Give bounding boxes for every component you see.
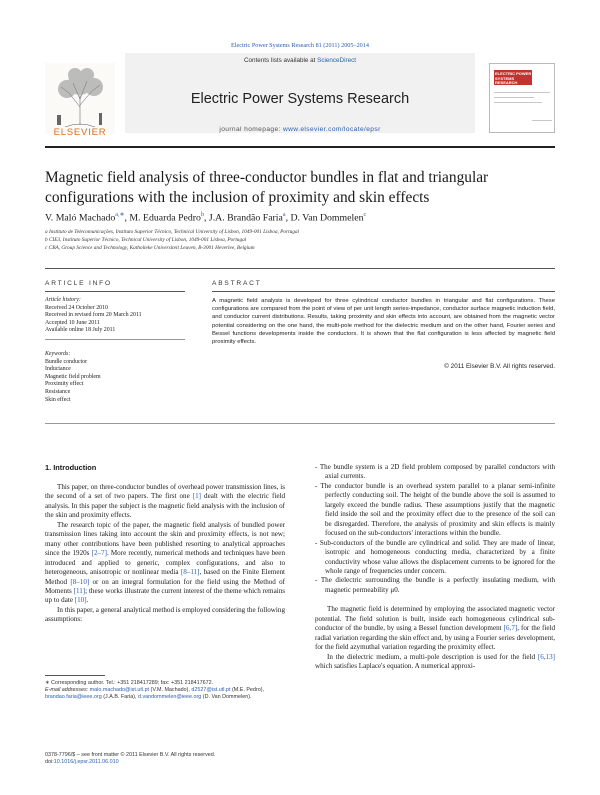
keyword: Bundle conductor bbox=[45, 358, 88, 365]
keyword: Skin effect bbox=[45, 396, 71, 403]
affiliation-list bbox=[45, 229, 555, 252]
article-identifiers bbox=[45, 752, 305, 767]
right-column-body bbox=[315, 463, 555, 672]
cover-rule bbox=[494, 102, 542, 103]
journal-masthead bbox=[125, 53, 475, 133]
journal-citation[interactable]: Electric Power Systems Research 81 (2011) 2005–2014 bbox=[231, 42, 369, 49]
journal-header bbox=[45, 53, 555, 140]
email-link[interactable]: malo.machado@ist.utl.pt bbox=[88, 687, 150, 694]
keyword: Inductance bbox=[45, 366, 71, 373]
keyword: Magnetic field problem bbox=[45, 373, 101, 380]
keyword: Resistance bbox=[45, 388, 71, 395]
citation-link[interactable]: [11] bbox=[73, 586, 86, 595]
footnotes bbox=[45, 680, 280, 701]
abstract-rule bbox=[212, 291, 555, 292]
affiliation: b CIE3, Instituto Superior Técnico, Technical University of Lisbon, 1049-001 Lisboa, Portugal bbox=[45, 236, 247, 243]
footnote-rule bbox=[45, 675, 105, 676]
citation-link[interactable]: [8–10] bbox=[70, 577, 90, 586]
journal-cover-thumbnail bbox=[489, 63, 555, 133]
affiliation: a Instituto de Telecomunicações, Instituto Superior Técnico, Technical University of Lisbon, 1049-001 Lisboa, Portugal bbox=[45, 229, 299, 235]
author-affiliation-mark[interactable]: a bbox=[282, 212, 286, 218]
affiliation: c CBA, Group Science and Technology, Katholieke Universiteit Leuven, B-3001 Heverlee, Belgium bbox=[45, 244, 255, 251]
front-matter-divider bbox=[45, 268, 555, 269]
paragraph: In this paper, a general analytical method is employed considering the following assumptions: bbox=[45, 605, 285, 624]
article-info-heading: ARTICLE INFO bbox=[45, 280, 112, 287]
corresponding-author-note: ∗ Corresponding author. Tel.: +351 218417289; fax: +351 218417672. bbox=[45, 680, 214, 686]
history-entry: Accepted 10 June 2011 bbox=[45, 319, 100, 326]
article-info-rule bbox=[45, 291, 185, 292]
cover-rule bbox=[532, 120, 552, 121]
email-addresses: E-mail addresses: malo.machado@ist.utl.pt (V.M. Machado), d2527@ist.utl.pt (M.E. Pedro), brandao.faria@ieee.org (J.A.B. Faria), d.vandommelen@ieee.org (D. Van Dommelen). bbox=[45, 687, 265, 701]
citation-link[interactable]: [1] bbox=[192, 492, 202, 501]
contents-available-line: Contents lists available at ScienceDirect bbox=[243, 57, 356, 64]
article-info-rule bbox=[45, 339, 185, 340]
citation-link[interactable]: [6,13] bbox=[537, 652, 555, 661]
paragraph: This paper, on three-conductor bundles of overhead power transmission lines, is the second of a set of two papers. The first one [1] dealt with the electric field analysis. In this paper the subject is the magnetic field analysis with the inclusion of the skin and proximity effects. bbox=[45, 483, 285, 520]
citation-link[interactable]: [6,7] bbox=[503, 624, 518, 633]
abstract-copyright: © 2011 Elsevier B.V. All rights reserved. bbox=[444, 363, 555, 370]
author-affiliation-mark[interactable]: b bbox=[200, 212, 204, 218]
journal-homepage-line: journal homepage: www.elsevier.com/locate/epsr bbox=[219, 126, 381, 133]
citation-link[interactable]: [8–11] bbox=[180, 568, 200, 577]
paragraph: The research topic of the paper, the magnetic field analysis of bundled power transmission lines taking into account the skin and proximity effects, is not new; many other contributions have been published resorting to analytical approaches since the 1920s [2–7]. More recently, numerical methods and techniques have been introduced and applied to generic, complex configurations, and also to heterogeneous, anisotropic or nonlinear media [8–11], based on the Finite Element Method [8–10] or on an integral formulation for the field using the Method of Moments [11]; these works illustrate the current interest of the theme which remains up to date [10]. bbox=[45, 520, 286, 605]
journal-title: Electric Power Systems Research bbox=[190, 91, 410, 107]
elsevier-logo-text: ELSEVIER bbox=[53, 127, 107, 138]
author-name[interactable]: M. Eduarda Pedro bbox=[129, 212, 201, 224]
cover-rule bbox=[494, 97, 534, 98]
keywords-label: Keywords: bbox=[45, 351, 71, 357]
author-affiliation-mark[interactable]: c bbox=[363, 212, 367, 218]
abstract-heading: ABSTRACT bbox=[212, 280, 262, 287]
doi-line: doi:10.1016/j.epsr.2011.06.010 bbox=[45, 759, 119, 766]
email-link[interactable]: d2527@ist.utl.pt bbox=[191, 687, 231, 694]
assumption-item: - The conductor bundle is an overhead system parallel to a planar semi-infinite perfectly conducting soil. The height of the bundle above the soil is assumed to largely exceed the bundle radius. These assumptions justify that the magnetic field inside the soil and the proximity effect due to the presence of the soil can be disregarded. Therefore, the analysis of proximity and skin effects is mainly focused on the sub-conductors' interactions within the bundle. bbox=[315, 481, 555, 538]
citation-link[interactable]: [10] bbox=[74, 596, 87, 605]
doi-link[interactable]: 10.1016/j.epsr.2011.06.010 bbox=[53, 759, 119, 766]
article-history-label: Article history: bbox=[45, 297, 81, 303]
keyword: Proximity effect bbox=[45, 381, 84, 388]
keyword-list bbox=[45, 351, 175, 404]
left-column-body bbox=[45, 483, 285, 625]
history-entry: Available online 18 July 2011 bbox=[45, 327, 116, 334]
assumption-item: - The bundle system is a 2D field problem composed by parallel conductors with axial currents. bbox=[315, 463, 555, 481]
cover-title: ELECTRIC POWER SYSTEMS RESEARCH bbox=[495, 71, 532, 86]
assumption-item: - Sub-conductors of the bundle are cylindrical and solid. They are made of linear, isotropic and homogeneous conducting media, characterized by a finite conductivity whose value allows the displacement currents to be ignored for the whole range of frequencies under concern. bbox=[315, 538, 555, 575]
abstract-body: A magnetic field analysis is developed for three cylindrical conductor bundles in triangular and flat configurations. These configurations are compared from the point of view of per unit length series-impedance, conductor surface magnetic induction field, and conductor current distributions. Results, taking proximity and skin effects into account, are obtained from the magnetic vector potential considering on the one hand, the multi-pole method for the dielectric medium and on the other hand, Fourier series and Bessel functions developments inside the conductors. It is shown that the flat configuration is less affected by magnetic field proximity effects. bbox=[212, 298, 555, 346]
sciencedirect-link[interactable]: ScienceDirect bbox=[317, 57, 356, 64]
section-heading-introduction: 1. Introduction bbox=[45, 463, 97, 472]
author-affiliation-mark[interactable]: a,∗ bbox=[115, 212, 125, 218]
author-list: V. Maló Machado$^{a,∗}$, M. Eduarda Pedro$^b$, J.A. Brandão Faria$^a$, D. Van Dommelen$^c$ bbox=[45, 212, 367, 224]
history-entry: Received in revised form 20 March 2011 bbox=[45, 312, 142, 319]
article-title: Magnetic field analysis of three-conductor bundles in flat and triangular configurations with the inclusion of proximity and skin effects bbox=[45, 169, 489, 206]
journal-homepage-link[interactable]: www.elsevier.com/locate/epsr bbox=[282, 126, 381, 133]
article-history bbox=[45, 297, 175, 335]
author-name[interactable]: D. Van Dommelen bbox=[290, 212, 364, 224]
history-entry: Received 24 October 2010 bbox=[45, 304, 108, 311]
paragraph: The magnetic field is determined by employing the associated magnetic vector potential. The field solution is built, inside each homogeneous cylindrical sub-conductor of the bundle, by using a Bessel function development [6,7], for the field radial variation regarding the skin effect and, by using a Fourier series development, for the field azymuthal variation regarding the proximity effect. bbox=[315, 605, 556, 652]
header-divider bbox=[45, 146, 555, 148]
email-link[interactable]: d.vandommelen@ieee.org bbox=[137, 694, 202, 701]
author-name[interactable]: J.A. Brandão Faria bbox=[208, 212, 283, 224]
issn-line: 0378-7796/$ – see front matter © 2011 Elsevier B.V. All rights reserved. bbox=[45, 752, 216, 758]
abstract-end-divider bbox=[45, 423, 555, 424]
cover-rule bbox=[494, 92, 550, 93]
author-name[interactable]: V. Maló Machado bbox=[45, 212, 116, 224]
paragraph: In the dielectric medium, a multi-pole description is used for the field [6,13] which satisfies Laplace's equation. A numerical approxi- bbox=[315, 652, 555, 671]
email-link[interactable]: brandao.faria@ieee.org bbox=[45, 694, 102, 701]
assumption-item: - The dielectric surrounding the bundle is a perfectly insulating medium, with magnetic permeability μ0. bbox=[315, 576, 555, 594]
citation-link[interactable]: [2–7] bbox=[91, 549, 107, 558]
